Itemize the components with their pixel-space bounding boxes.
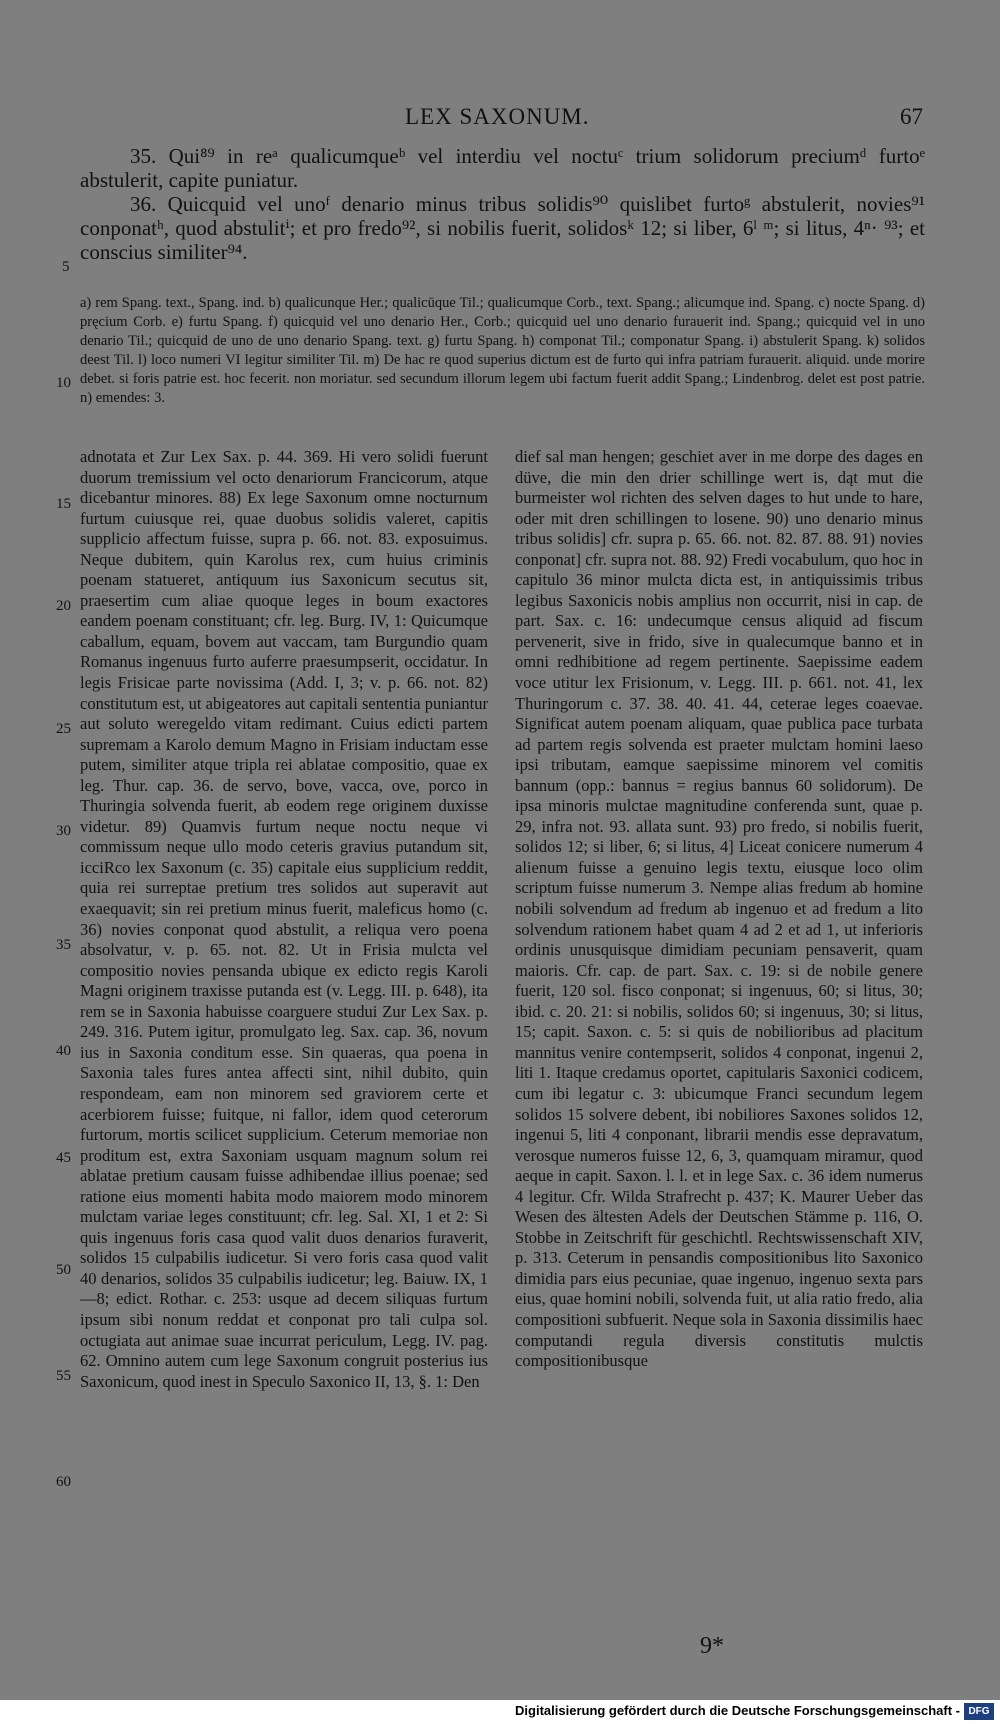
commentary-right-column bbox=[515, 447, 923, 1372]
signature-mark: 9* bbox=[700, 1633, 724, 1659]
line-number: 15 bbox=[56, 496, 71, 512]
line-number: 20 bbox=[56, 598, 71, 614]
line-number: 30 bbox=[56, 823, 71, 839]
dfg-logo-icon: DFG bbox=[964, 1703, 994, 1720]
footer-bar bbox=[0, 1700, 1000, 1724]
line-number: 60 bbox=[56, 1474, 71, 1490]
line-number: 45 bbox=[56, 1150, 71, 1166]
critical-apparatus bbox=[80, 294, 925, 408]
right-column-text: dief sal man hengen; geschiet aver in me dorpe des dages en düve, die min den drier schillinge wert is, dąt mut die burmeister wol richten des selven dages to hut unde to hare, oder mit dren schillingen to losene. 90) uno denario minus tribus solidis] cfr. supra p. 65. 66. not. 82. 87. 88. 91) novies conponat] cfr. supra not. 88. 92) Fredi vocabulum, quo hoc in capitulo 36 minor mulcta dicta est, in antiquissimis tribus legibus Saxonicis nobis amplius non occurrit, nisi in cap. de part. Sax. c. 16: undecumque census aliquid ad fiscum pervenerit, sive in frido, sive in qualecumque banno et in omni redhibitione ad regem pertinente. Saepissime eadem voce utitur lex Frisionum, v. Legg. III. p. 661. not. 41, lex Thuringorum c. 37. 38. 40. 41. 44, ceterae leges coaevae. Significat autem poenam aliquam, quae publica pace turbata ad partem regis solvenda est praeter mulctam homini laeso ipsi tributam, eamque saepissime minorem vel comitis bannum (opp.: bannus = regius bannus 60 solidorum). De ipsa minoris mulctae magnitudine conferenda sunt, quae p. 29, infra not. 93. allata sunt. 93) pro fredo, si nobilis fuerit, solidos 12; si liber, 6; si litus, 4] Liceat conicere numerum 4 alienum fuisse a genuino legis textu, eiusque loco olim scriptum fuisse numerum 3. Nempe alias fredum ab homine nobili solvendum ad fredum ab ingenuo et ad fredum a lito solvendum rationem habet quam 4 ad 2 et ad 1, ut inferioris ordinis unusquisque dimidiam pecuniam pensaverit, quam maioris. Cfr. cap. de part. Sax. c. 19: si de nobile genere fuerit, 120 sol. fisco conponat; si ingenuus, 60; si litus, 30; ibid. c. 20. 21: si nobilis, solidos 60; si ingenuus, 30; si litus, 15; capit. Saxon. c. 5: si quis de nobilioribus ad placitum mannitus venire contempserit, solidos 4 conponat, ingenui 2, liti 1. Itaque credamus oportet, capitularis Saxonici codicem, cum ibi legatur c. 3: ubicumque Franci secundum legem solidos 15 solvere debent, ibi nobiliores Saxones solidos 12, ingenui 5, liti 4 conponant, librarii mendis esse depravatum, verosque numeros fuisse 12, 6, 3, quamquam miramur, quod aeque in capit. Saxon. l. l. et in lege Sax. c. 36 idem numerus 4 legitur. Cfr. Wilda Strafrecht p. 437; K. Maurer Ueber das Wesen des ältesten Adels der Deutschen Stämme p. 116, O. Stobbe in Zeitschrift für geschichtl. Rechtswissenschaft XIV, p. 313. Ceterum in pensandis compositionibus lito Saxonico dimidia pars eius pecuniae, quae ingenuo, ingenuo sexta pars eius, quae homini nobili, solvenda fuit, ut alia ratio fredo, alia compositioni subfuerit. Neque sola in Saxonia dissimilis haec computandi regula diversis constitutis mulctis compositionibusque bbox=[515, 447, 923, 1371]
line-number: 5 bbox=[62, 259, 70, 275]
law-chapter-36: 36. Quicquid vel unoᶠ denario minus tribus solidis⁹⁰ quislibet furtoᵍ abstulerit, novies⁹¹ conponatʰ, quod abstulitⁱ; et pro fredo⁹², si nobilis fuerit, solidosᵏ 12; si liber, 6ˡ ᵐ; si litus, 4ⁿ· ⁹³; et conscius similiter⁹⁴. bbox=[80, 192, 925, 264]
running-title: LEX SAXONUM. bbox=[405, 104, 590, 129]
commentary-left-column bbox=[80, 447, 488, 1392]
line-number: 50 bbox=[56, 1262, 71, 1278]
line-number: 55 bbox=[56, 1368, 71, 1384]
page-number: 67 bbox=[900, 104, 923, 129]
line-number: 10 bbox=[56, 375, 71, 391]
law-text bbox=[80, 144, 925, 264]
line-number: 35 bbox=[56, 937, 71, 953]
left-column-text: adnotata et Zur Lex Sax. p. 44. 369. Hi vero solidi fuerunt duorum tremissium vel octo denariorum Francicorum, atque dicebantur minores. 88) Ex lege Saxonum omne nocturnum furtum cuiusque rei, quae duobus solidis valeret, capitis supplicio affectum fuisse, supra p. 66. not. 83. exposuimus. Neque dubitem, quin Karolus rex, cum huius criminis poenam statueret, antiquum ius Saxonicum secutus sit, praesertim cum aliae quoque leges in boum exactores eandem poenam constituant; cfr. leg. Burg. IV, 1: Quicumque caballum, equam, bovem aut vaccam, tam Burgundio quam Romanus ingenuus furto auferre praesumpserit, occidatur. In legis Frisicae parte novissima (Add. I, 3; v. p. 66. not. 82) constitutum est, ut abigeatores aut capitali sententia puniantur aut soluto weregeldo vitam redimant. Cuius edicti partem supremam a Karolo demum Magno in Frisiam inductam esse putem, similiter atque tripla rei ablatae compositio, quae ex leg. Thur. cap. 36. de servo, bove, vacca, ove, porco in Thuringia solvenda fuerit, ab eodem rege originem duxisse videtur. 89) Quamvis furtum neque noctu neque vi commissum neque ullo modo ceteris gravius putandum sit, icciRco lex Saxonum (c. 35) capitale eius supplicium reddit, quia rei surreptae pretium tres solidos aut superavit aut exaequavit; sin rei pretium minus fuerit, maleficus homo (c. 36) novies conponat quod abstulit, a reliqua vero poena absolvatur, v. p. 65. not. 82. Ut in Frisia mulcta vel compositio novies pensanda ubique ex edicto regis Karoli Magni originem traxisse putanda est (v. Legg. III. p. 648), ita rem se in Saxonia habuisse coarguere studui Zur Lex Sax. p. 249. 316. Putem igitur, promulgato leg. Sax. cap. 36, novum ius in Saxonia conditum esse. Sin quaeras, qua poena in Saxonia tales fures antea affecti sint, nihil dubito, quin respondeam, eam non minorem sed graviorem certe et acerbiorem fuisse; fuitque, ni fallor, idem quod ceterorum furtorum, mortis scilicet supplicium. Ceterum memoriae non proditum est, extra Saxoniam usquam magnum solum rei ablatae pretium causam fuisse adhibendae illius poenae; sed ratione eius momenti habita modo maiorem modo minorem mulctam variae leges constituunt; cfr. leg. Sal. XI, 1 et 2: Si quis ingenuus foris casa quod valit duos denarios furaverit, solidos 15 culpabilis iudicetur. Si vero foris casa quod valit 40 denarios, solidos 35 culpabilis iudicetur; leg. Baiuw. IX, 1—8; edict. Rothar. c. 253: usque ad decem siliquas furtum ipsum sibi nonum reddat et conponat pro tali culpa sol. octugiata aut animae suae incurrat periculum, Legg. IV. pag. 62. Omnino autem cum lege Saxonum congruit posterius ius Saxonicum, quod inest in Speculo Saxonico II, 13, §. 1: Den bbox=[80, 447, 488, 1391]
apparatus-text: a) rem Spang. text., Spang. ind. b) qualicunque Her.; qualicūque Til.; qualicumque Corb., text. Spang.; alicumque ind. Spang. c) nocte Spang. d) pręcium Corb. e) furtu Spang. f) quicquid vel uno denario Her., Corb.; quicquid uel uno denario furauerit ind. Spang.; quicquid vel in uno denario Til.; quicquid de uno de uno denario Spang. text. g) furtu Spang. h) componat Til.; componatur Spang. i) abstulerit Spang. k) solidos deest Til. l) loco numeri VI legitur similiter Til. m) De hac re quod superius dictum est de furto qui infra patriam furauerit. aliquid. unde morire debet. si foris patrie est. hoc fecerit. non moriatur. sed secundum illorum legem ubi factum fuerit addit Spang.; Lindenbrog. delet est post patrie. n) emendes: 3. bbox=[80, 295, 925, 406]
line-number: 25 bbox=[56, 721, 71, 737]
running-header bbox=[0, 104, 1000, 134]
line-number: 40 bbox=[56, 1043, 71, 1059]
footer-credit: Digitalisierung gefördert durch die Deutsche Forschungsgemeinschaft - bbox=[515, 1703, 960, 1718]
law-chapter-35: 35. Qui⁸⁹ in reᵃ qualicumqueᵇ vel interdiu vel noctuᶜ trium solidorum preciumᵈ furtoᵉ abstulerit, capite puniatur. bbox=[80, 144, 925, 192]
